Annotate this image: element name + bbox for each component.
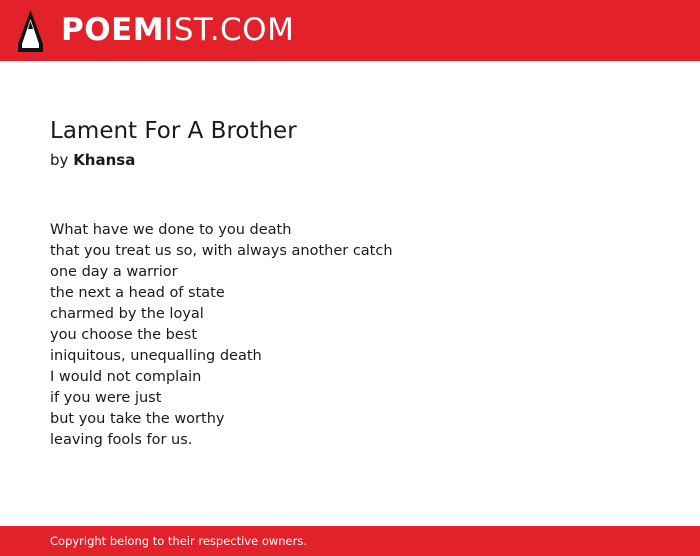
poem-line: if you were just bbox=[50, 390, 162, 406]
poem-line: What have we done to you death bbox=[50, 222, 292, 238]
logo-text bbox=[61, 12, 295, 48]
poem-line: iniquitous, unequalling death bbox=[50, 348, 262, 364]
poem-content bbox=[50, 116, 670, 451]
poem-line: I would not complain bbox=[50, 369, 202, 385]
copyright-text: Copyright belong to their respective owners. bbox=[50, 534, 308, 548]
logo-text-light: IST.COM bbox=[164, 12, 295, 48]
pencil-icon bbox=[18, 10, 43, 52]
poem-byline bbox=[50, 150, 670, 170]
poem-line: you choose the best bbox=[50, 327, 198, 343]
poem-line: leaving fools for us. bbox=[50, 432, 193, 448]
site-logo[interactable] bbox=[18, 10, 294, 52]
poem-line: that you treat us so, with always another catch bbox=[50, 243, 393, 259]
by-label: by bbox=[50, 151, 69, 169]
poem-body bbox=[50, 220, 670, 451]
site-footer bbox=[0, 526, 700, 556]
poem-title: Lament For A Brother bbox=[50, 118, 297, 144]
poem-line: the next a head of state bbox=[50, 285, 225, 301]
poem-line: charmed by the loyal bbox=[50, 306, 204, 322]
logo-text-bold: POEM bbox=[61, 12, 165, 48]
site-header bbox=[0, 0, 700, 61]
poem-line: one day a warrior bbox=[50, 264, 178, 280]
poem-line: but you take the worthy bbox=[50, 411, 225, 427]
author-link[interactable]: Khansa bbox=[73, 151, 136, 169]
